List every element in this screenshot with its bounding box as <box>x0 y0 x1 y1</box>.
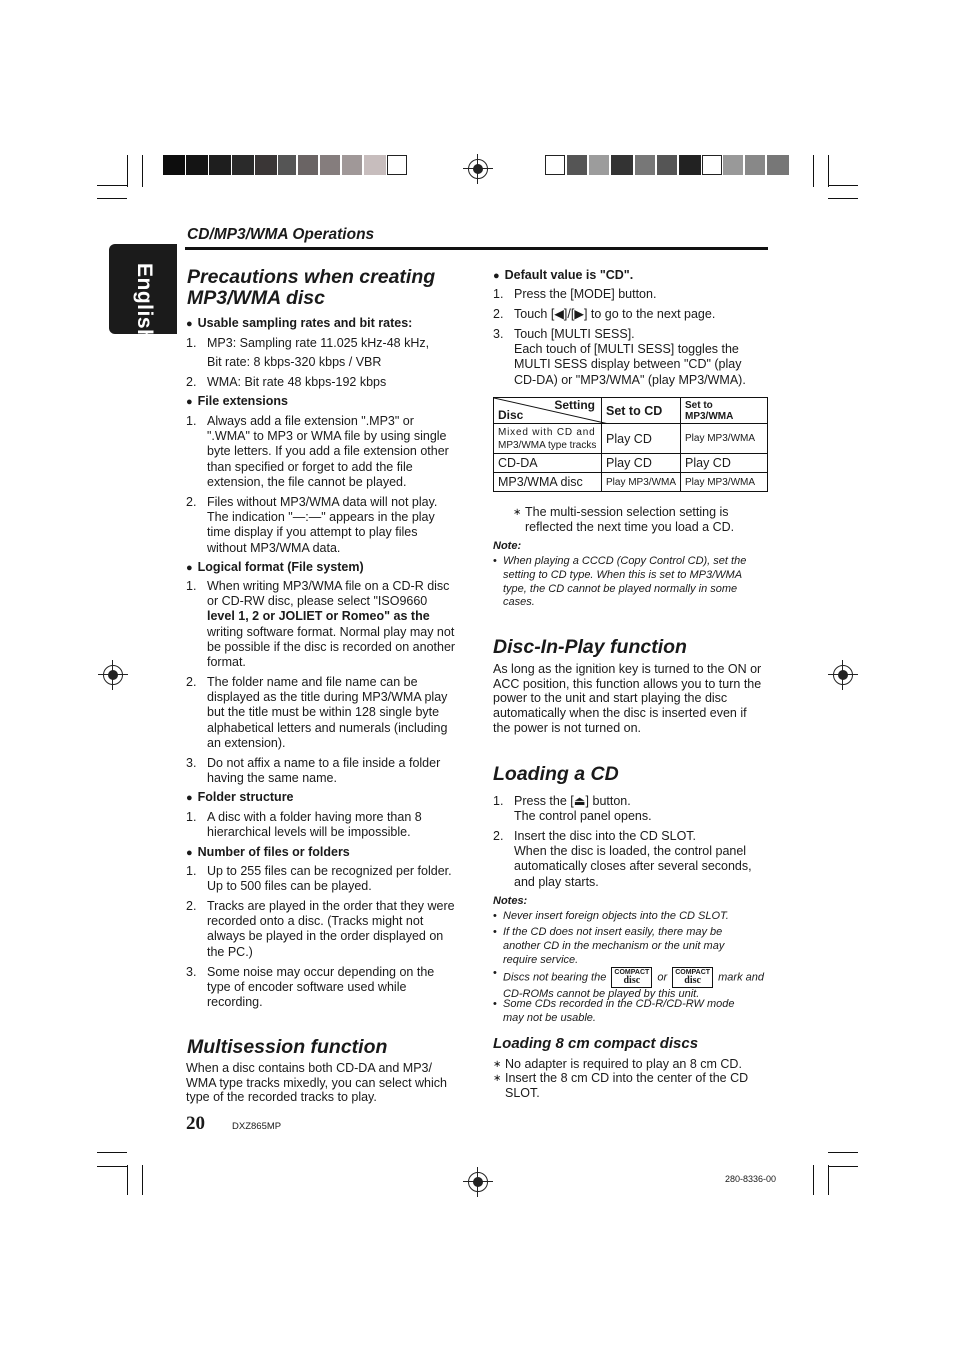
cccd-note-heading: Note: <box>493 540 522 552</box>
table-cell-mp3: Play MP3/WMA <box>681 424 768 454</box>
page-number: 20 <box>186 1113 205 1134</box>
table-cell-disc: Mixed with CD and MP3/WMA type tracks <box>494 424 602 454</box>
table-cell-mp3: Play CD <box>681 454 768 473</box>
compact-disc-digital-audio-logo: COMPACT disc <box>611 967 652 988</box>
registration-mark-top <box>468 159 488 179</box>
disc-in-play-title: Disc-In-Play function <box>493 636 687 658</box>
folder-structure-heading: ● Folder structure <box>186 790 294 804</box>
table-corner-setting: Setting <box>554 398 595 412</box>
disc-in-play-body: As long as the ignition key is turned to the ON or ACC position, this function allows you to turn the power to the unit and start playing the disc automatically when the disc is inserted even if the power is not turned on. <box>493 662 762 735</box>
table-row <box>494 473 768 492</box>
table-row <box>494 424 768 454</box>
model-number: DXZ865MP <box>232 1121 282 1132</box>
table-corner-disc: Disc <box>498 408 524 422</box>
compact-disc-recordable-logo: COMPACT disc <box>672 967 713 988</box>
multisession-body: When a disc contains both CD-DA and MP3/ WMA type tracks mixedly, you can select which type of the recorded tracks to play. <box>186 1061 447 1105</box>
table-header-set-cd: Set to CD <box>602 398 681 424</box>
table-corner-cell <box>494 398 602 424</box>
loading-cd-title: Loading a CD <box>493 763 619 785</box>
precautions-title: Precautions when creating MP3/WMA disc <box>187 266 436 309</box>
multisession-table <box>493 397 768 492</box>
files-folders-heading: ● Number of files or folders <box>186 845 350 859</box>
registration-mark-right <box>833 665 853 685</box>
table-cell-cd: Play CD <box>602 424 681 454</box>
document-code: 280-8336-00 <box>725 1174 777 1184</box>
multisession-title: Multisession function <box>187 1036 388 1058</box>
table-cell-disc: MP3/WMA disc <box>494 473 602 492</box>
section-header: CD/MP3/WMA Operations <box>187 226 375 243</box>
table-header-set-mp3: Set to MP3/WMA <box>681 398 768 424</box>
section-rule <box>185 247 768 250</box>
registration-mark-left <box>103 665 123 685</box>
table-cell-cd: Play CD <box>602 454 681 473</box>
table-row <box>494 454 768 473</box>
table-cell-cd: Play MP3/WMA <box>602 473 681 492</box>
table-cell-mp3: Play MP3/WMA <box>681 473 768 492</box>
loading-8cm-title: Loading 8 cm compact discs <box>493 1035 699 1052</box>
table-cell-disc: CD-DA <box>494 454 602 473</box>
logical-format-heading: ● Logical format (File system) <box>186 560 364 574</box>
sampling-heading: ● Usable sampling rates and bit rates: <box>186 316 412 330</box>
default-value-heading: ● Default value is "CD". <box>493 268 633 282</box>
registration-mark-bottom <box>468 1172 488 1192</box>
extensions-heading: ● File extensions <box>186 394 288 408</box>
loading-notes-heading: Notes: <box>493 895 528 907</box>
language-tab-label: English <box>133 263 156 343</box>
